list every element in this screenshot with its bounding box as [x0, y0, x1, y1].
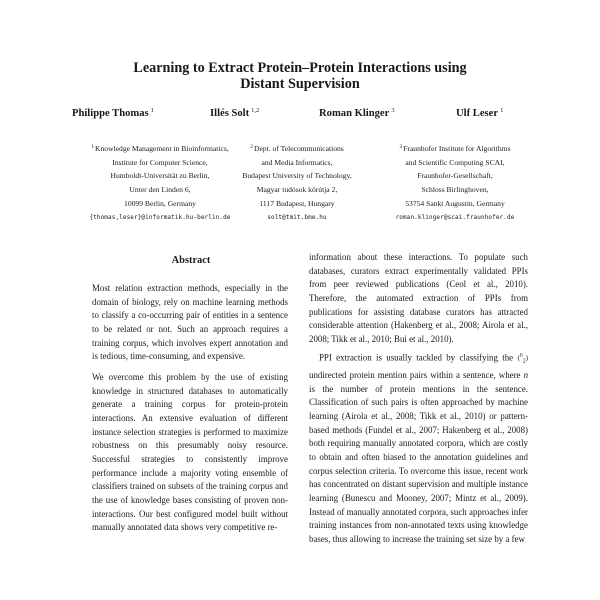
affil-email: roman.klinger@scai.fraunhofer.de: [395, 213, 515, 221]
abstract-paragraph-1: Most relation extraction methods, especially in the domain of biology, rely on machine learning methods to classify a co-occurring pair of entities in a sentence to be related or not. Such an approach requires a training corpus, which involves expert annotation and is tedious, time-consuming, and expensive.: [92, 283, 288, 362]
body-text: undirected protein mention pairs within a sentence, where: [309, 369, 524, 380]
body-paragraph-1: information about these interactions. To populate such databases, curators extract experimentally validated PPIs from peer reviewed publications (Ceol et al., 2010). Therefore, the automated extraction of PPIs from publications for assisting database curators has attracted considerable attention (Hakenberg et al., 2008; Airola et al., 2008; Tikk et al., 2010; Bui et al., 2010).: [309, 252, 528, 344]
binomial-coefficient: ($^n_2$): [517, 352, 528, 365]
affil-text: Knowledge Management in Bioinformatics,: [95, 144, 229, 153]
affil-line: Humboldt-Universität zu Berlin,: [110, 171, 210, 181]
affil-text: Dept. of Telecommunications: [253, 144, 344, 153]
author-affil-mark: 1,2: [251, 107, 260, 114]
body-text: PPI extraction is usually tackled by classifying the: [319, 351, 518, 362]
author-affil-mark: 1: [150, 107, 154, 114]
author-name: Roman Klinger: [319, 108, 390, 119]
affil-line: Magyar tudósok körútja 2,: [256, 185, 338, 195]
title-line-2: Distant Supervision: [240, 76, 360, 92]
affil-line: [222, 141, 372, 156]
author-4: [456, 107, 503, 119]
title-line-1: Learning to Extract Protein–Protein Interactions using: [133, 60, 467, 76]
affil-line: Schloss Birlinghoven,: [421, 185, 489, 195]
author-affil-mark: 3: [391, 107, 395, 114]
affil-text: Fraunhofer Institute for Algorithms: [403, 144, 511, 153]
affil-number: 3: [399, 144, 403, 150]
binom-top: n: [519, 352, 523, 359]
author-1: [72, 107, 154, 119]
affil-line: and Scientific Computing SCAI,: [405, 157, 505, 167]
introduction-column: [309, 251, 528, 547]
author-2: [210, 107, 259, 119]
author-3: [319, 107, 395, 119]
abstract-heading: Abstract: [171, 255, 211, 266]
affil-line: Budapest University of Technology,: [242, 171, 352, 181]
affil-number: 2: [250, 144, 253, 150]
affiliation-2: [222, 141, 372, 224]
paper-title: [60, 60, 540, 92]
body-text: is the number of protein mentions in the sentence. Classification of such pairs is often approached by machine learning (Airola et al., 2008; Tikk et al., 2010) or pattern-based methods (Fundel et al., 2007; Hakenberg et al., 2008) both requiring manually annotated corpora, which are costly to obtain and often biased to the annotation guidelines and corpus selection criteria. To overcome this issue, recent work has concentrated on distant supervision and multiple instance learning (Bunescu and Mooney, 2007; Mintz et al., 2009). Instead of manually annotated corpora, such approaches infer training instances from non-annotated texts using knowledge bases, thus allowing to increase the training set size by a few: [309, 383, 528, 544]
math-variable: n: [523, 369, 528, 380]
affil-line: and Media Informatics,: [261, 157, 333, 167]
affil-line: [370, 141, 540, 156]
author-name: Illés Solt: [210, 108, 250, 119]
affil-number: 1: [91, 144, 95, 150]
body-paragraph-2: [309, 350, 528, 547]
author-list: [0, 107, 600, 123]
author-name: Ulf Leser: [456, 108, 499, 119]
binom-bottom: 2: [522, 358, 526, 365]
affil-line: 10099 Berlin, Germany: [124, 198, 196, 208]
affil-line: Institute for Computer Science,: [112, 157, 208, 167]
abstract-paragraph-2: We overcome this problem by the use of existing knowledge in structured databases to automatically generate a training corpus for protein-protein interactions. An extensive evaluation of different instance selection strategies is performed to maximize robustness on this presumably noisy resource. Successful strategies to consistently improve performance include a majority voting ensemble of classifiers trained on subsets of the training corpus and the use of knowledge bases consisting of proven non-interactions. Our best configured model built without manually annotated data shows very competitive re-: [92, 371, 288, 533]
affiliation-3: [370, 141, 540, 224]
affil-line: Fraunhofer-Gesellschaft,: [417, 171, 493, 181]
affil-email: {thomas,leser}@informatik.hu-berlin.de: [89, 213, 231, 221]
author-name: Philippe Thomas: [72, 108, 149, 119]
affil-email: solt@tmit.bme.hu: [267, 213, 327, 221]
affil-line: 53754 Sankt Augustin, Germany: [405, 198, 505, 208]
author-affil-mark: 1: [500, 107, 504, 114]
affil-line: 1117 Budapest, Hungary: [259, 198, 335, 208]
affil-line: Unter den Linden 6,: [129, 185, 191, 195]
abstract-column: [92, 282, 288, 535]
